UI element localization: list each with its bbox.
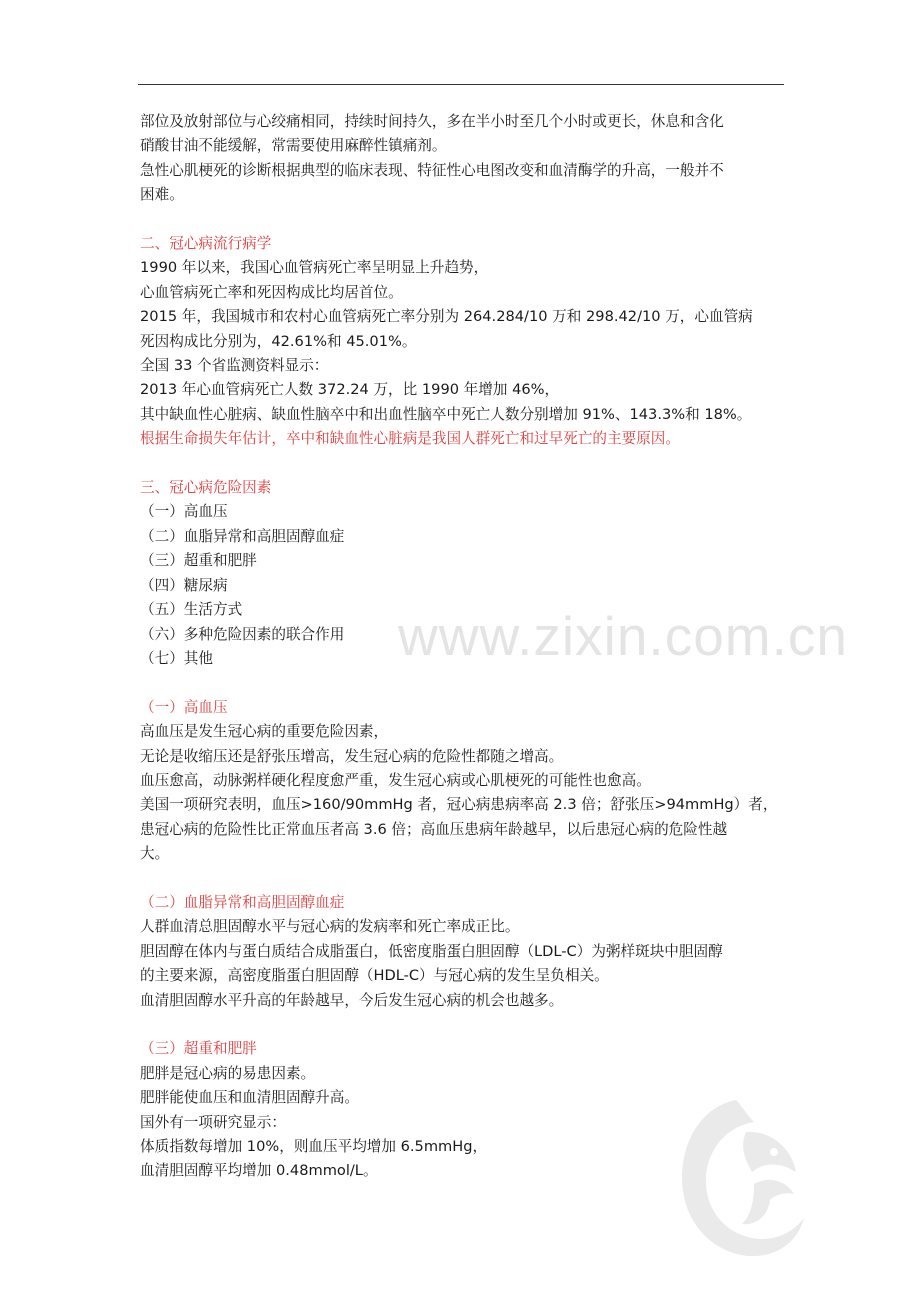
subsection-heading: （二）血脂异常和高胆固醇血症 <box>140 893 345 911</box>
text-line: 胆固醇在体内与蛋白质结合成脂蛋白，低密度脂蛋白胆固醇（LDL-C）为粥样斑块中胆固醇 <box>140 942 723 960</box>
paragraph-gap <box>140 671 786 695</box>
text-line: 人群血清总胆固醇水平与冠心病的发病率和死亡率成正比。 <box>140 918 520 936</box>
text-line: 全国 33 个省监测资料显示： <box>140 357 329 375</box>
text-line: 血清胆固醇水平升高的年龄越早，今后发生冠心病的机会也越多。 <box>140 991 564 1009</box>
text-line: 急性心肌梗死的诊断根据典型的临床表现、特征性心电图改变和血清酶学的升高，一般并不 <box>140 161 724 179</box>
text-line: 肥胖能使血压和血清胆固醇升高。 <box>140 1089 359 1107</box>
section-heading: 二、冠心病流行病学 <box>140 235 272 253</box>
list-item: （三）超重和肥胖 <box>140 552 257 570</box>
text-line: 血压愈高，动脉粥样硬化程度愈严重，发生冠心病或心肌梗死的可能性也愈高。 <box>140 771 651 789</box>
list-item: （六）多种危险因素的联合作用 <box>140 625 345 643</box>
section-heading: 三、冠心病危险因素 <box>140 479 272 497</box>
highlight-line: 根据生命损失年估计，卒中和缺血性心脏病是我国人群死亡和过早死亡的主要原因。 <box>140 430 680 448</box>
subsection-heading: （一）高血压 <box>140 698 228 716</box>
text-line: 血清胆固醇平均增加 0.48mmol/L。 <box>140 1162 378 1180</box>
text-line: 国外有一项研究显示： <box>140 1113 286 1131</box>
text-line: 体质指数每增加 10%，则血压平均增加 6.5mmHg， <box>140 1137 488 1155</box>
paragraph-gap <box>140 452 786 476</box>
paragraph-gap <box>140 867 786 891</box>
subsection-heading: （三）超重和肥胖 <box>140 1040 257 1058</box>
list-item: （四）糖尿病 <box>140 576 228 594</box>
text-line: 部位及放射部位与心绞痛相同，持续时间持久，多在半小时至几个小时或更长，休息和含化 <box>140 113 724 130</box>
paragraph-gap <box>140 208 786 232</box>
text-line: 死因构成比分别为，42.61%和 45.01%。 <box>140 332 417 350</box>
document-body <box>140 110 786 1184</box>
text-line: 2015 年，我国城市和农村心血管病死亡率分别为 264.284/10 万和 298.42/10 万，心血管病 <box>140 308 753 326</box>
paragraph-gap <box>140 1013 786 1037</box>
list-item: （一）高血压 <box>140 503 228 521</box>
text-line: 无论是收缩压还是舒张压增高，发生冠心病的危险性都随之增高。 <box>140 747 564 765</box>
text-line: 患冠心病的危险性比正常血压者高 3.6 倍；高血压患病年龄越早，以后患冠心病的危险性越 <box>140 820 728 838</box>
text-line: 高血压是发生冠心病的重要危险因素， <box>140 723 389 741</box>
text-line: 2013 年心血管病死亡人数 372.24 万，比 1990 年增加 46%， <box>140 381 560 399</box>
list-item: （七）其他 <box>140 649 213 667</box>
text-line: 硝酸甘油不能缓解，常需要使用麻醉性镇痛剂。 <box>140 137 447 155</box>
text-line: 的主要来源，高密度脂蛋白胆固醇（HDL-C）与冠心病的发生呈负相关。 <box>140 967 609 985</box>
text-line: 其中缺血性心脏病、缺血性脑卒中和出血性脑卒中死亡人数分别增加 91%、143.3%和 18%。 <box>140 405 752 423</box>
list-item: （五）生活方式 <box>140 601 243 619</box>
watermark-text: www.zixin.com.cn <box>398 605 848 667</box>
text-line: 美国一项研究表明，血压>160/90mmHg 者，冠心病患病率高 2.3 倍；舒张压>94mmHg）者， <box>140 796 778 814</box>
header-rule <box>138 84 784 85</box>
text-line: 心血管病死亡率和死因构成比均居首位。 <box>140 283 403 301</box>
text-line: 1990 年以来，我国心血管病死亡率呈明显上升趋势， <box>140 259 489 277</box>
text-line: 困难。 <box>140 186 184 204</box>
list-item: （二）血脂异常和高胆固醇血症 <box>140 527 345 545</box>
text-line: 大。 <box>140 845 170 863</box>
text-line: 肥胖是冠心病的易患因素。 <box>140 1064 316 1082</box>
